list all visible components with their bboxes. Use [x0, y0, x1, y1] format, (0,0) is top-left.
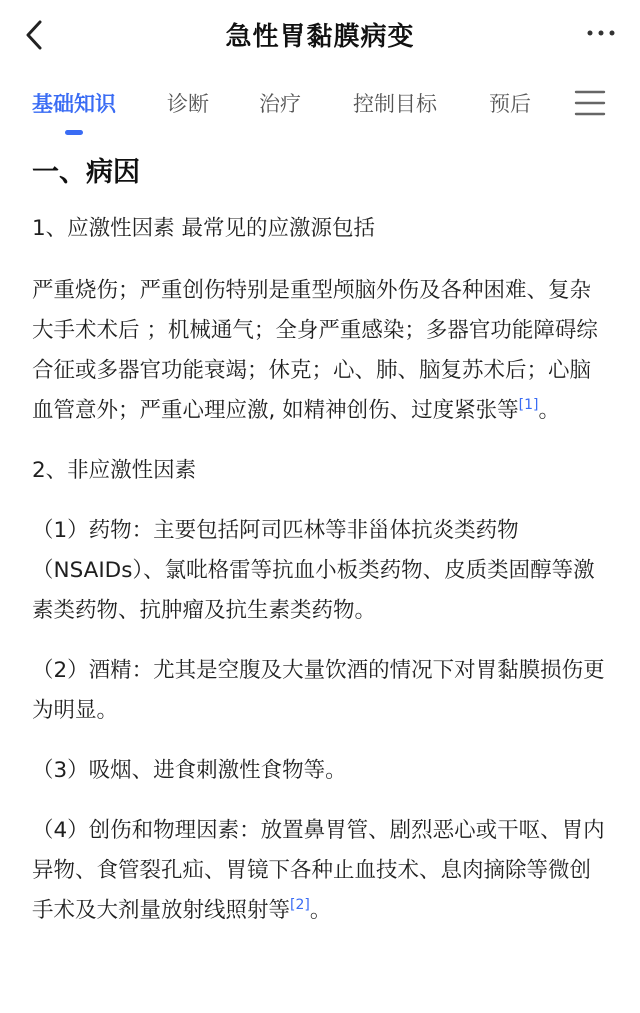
- paragraph-stress-factors-heading: 1、应激性因素 最常见的应激源包括: [32, 216, 376, 241]
- active-tab-indicator: [65, 130, 83, 135]
- paragraph-alcohol: （2）酒精：尤其是空腹及大量饮酒的情况下对胃黏膜损伤更为明显。: [32, 658, 605, 723]
- tab-bar: [0, 78, 640, 138]
- tab-basic-knowledge[interactable]: 基础知识: [32, 92, 116, 116]
- paragraph-end-mark: 。: [538, 398, 561, 423]
- page-title: 急性胃黏膜病变: [225, 22, 415, 52]
- tab-control-goals[interactable]: 控制目标: [353, 92, 437, 116]
- tab-treatment[interactable]: 治疗: [259, 92, 301, 116]
- citation-link-2[interactable]: [2]: [290, 896, 310, 913]
- paragraph-stress-sources-text: 严重烧伤；严重创伤特别是重型颅脑外伤及各种困难、复杂大手术术后 ；机械通气；全身严重感染；多器官功能障碍综合征或多器官功能衰竭；休克；心、肺、脑复苏术后；心脑血管意外；严重心理应激, 如精神创伤、过度紧张等: [32, 278, 598, 423]
- tab-prognosis[interactable]: 预后: [489, 92, 531, 116]
- paragraph-smoking: （3）吸烟、进食刺激性食物等。: [32, 758, 347, 783]
- top-nav-bar: [0, 0, 640, 72]
- chevron-left-icon: [22, 18, 50, 52]
- paragraph-end-mark: 。: [309, 898, 332, 923]
- section-title: 一、病因: [32, 157, 140, 188]
- paragraph-trauma: [32, 811, 612, 931]
- more-button[interactable]: [584, 16, 618, 50]
- tab-diagnosis[interactable]: 诊断: [167, 92, 209, 116]
- paragraph-stress-sources: [32, 271, 612, 431]
- hamburger-menu-icon: [574, 88, 606, 118]
- tab-menu-button[interactable]: [574, 88, 606, 118]
- article-content: [32, 148, 612, 931]
- citation-link-1[interactable]: [1]: [518, 396, 539, 413]
- back-button[interactable]: [22, 18, 50, 52]
- paragraph-drugs: （1）药物：主要包括阿司匹林等非甾体抗炎类药物（NSAIDs）、氯吡格雷等抗血小板类药物、皮质类固醇等激素类药物、抗肿瘤及抗生素类药物。: [32, 518, 595, 623]
- more-dots-icon: [584, 16, 618, 50]
- paragraph-trauma-text: （4）创伤和物理因素：放置鼻胃管、剧烈恶心或干呕、胃内异物、食管裂孔疝、胃镜下各种止血技术、息肉摘除等微创手术及大剂量放射线照射等: [32, 818, 605, 923]
- paragraph-non-stress-heading: 2、非应激性因素: [32, 458, 197, 483]
